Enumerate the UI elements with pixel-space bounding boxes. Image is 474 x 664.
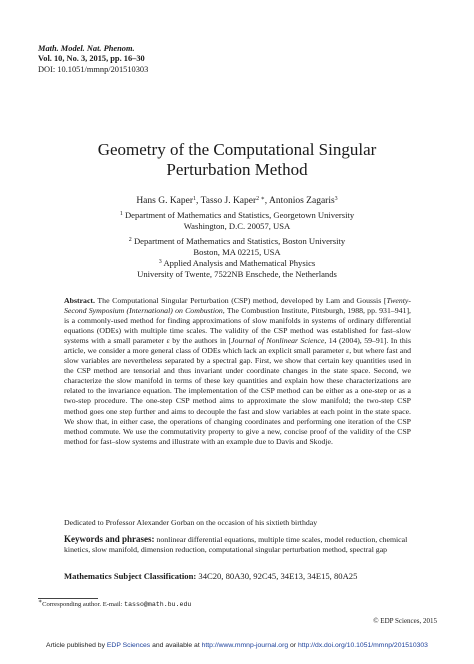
keywords — [64, 534, 411, 555]
footnote-email: tasso@math.bu.edu — [124, 601, 192, 608]
affiliation-sup: 2 — [128, 237, 132, 243]
affiliation-line: Department of Mathematics and Statistics, Georgetown University — [124, 210, 355, 220]
author-name: Tasso J. Kaper — [200, 196, 257, 206]
publisher-link[interactable]: EDP Sciences — [106, 642, 151, 649]
abstract-text: , The Combustion Institute, Pittsburgh, 1988, pp. 931–941], is a commonly-used method for finding approximations of slow manifolds in systems of ordinary differential equations (ODEs) with multiple time scales. The validity of the CSP method was established for fast–slow systems with a small parameter ε by the authors in [ — [64, 306, 411, 346]
journal-name: Math. Model. Nat. Phenom. — [38, 44, 135, 53]
author-sup: 2 ∗ — [256, 196, 265, 202]
author-sup: 1 — [193, 196, 197, 202]
copyright: © EDP Sciences, 2015 — [373, 617, 437, 625]
msc-text: 34C20, 80A30, 92C45, 34E13, 34E15, 80A25 — [198, 571, 358, 581]
publisher-text: and available at — [150, 642, 202, 649]
author-name: Hans G. Kaper — [136, 196, 194, 206]
dedication: Dedicated to Professor Alexander Gorban on the occasion of his sixtieth birthday — [64, 518, 318, 527]
abstract-citation: Journal of Nonlinear Science — [231, 336, 325, 346]
affiliation-line: Applied Analysis and Mathematical Physics — [163, 258, 316, 268]
keywords-text: nonlinear differential equations, multiple time scales, model reduction, chemical kinetics, slow manifold, dimension reduction, computational singular perturbation method, spectral gap — [64, 535, 408, 555]
abstract-text: , 14 (2004), 59–91]. In this article, we consider a more general class of ODEs which lack an explicit small parameter ε, but where fast and slow variables are nevertheless separated by a spectral gap. First, we show that certain key quantities used in the CSP method are tensorial and thus invariant under coordinate changes in the state space. Second, we characterize the slow manifold in terms of these key quantities and explain how these characterizations are related to the invariance equation. The implementation of the CSP method can be either as a one-step or as a two-step procedure. The one-step CSP method aims to approximate the slow manifold; the two-step CSP method goes one step further and aims to decouple the fast and slow variables at each point in the state space. We show that, in either case, the operations of changing coordinates and performing one iteration of the CSP method commute. We use the commutativity property to give a new, concise proof of the validity of the CSP method for fast–slow systems and illustrate with an example due to Davis and Skodje. — [64, 336, 411, 446]
author-list: Hans G. Kaper$^1$, Tasso J. Kaper$^{2 ∗}$, Antonios Zagaris$^3$ — [136, 196, 338, 206]
publisher-bar — [0, 642, 474, 649]
abstract — [64, 296, 411, 447]
title-line-1: Geometry of the Computational Singular — [97, 140, 377, 159]
affiliation-line: Washington, D.C. 20057, USA — [183, 220, 291, 231]
keywords-label: Keywords and phrases: — [64, 534, 155, 544]
subject-classification — [64, 571, 424, 581]
abstract-text: The Computational Singular Perturbation (CSP) method, developed by Lam and Goussis [ — [97, 296, 387, 305]
journal-header — [38, 44, 148, 75]
affiliation — [0, 210, 474, 231]
publisher-text: Article published by — [46, 642, 107, 649]
abstract-label: Abstract. — [64, 296, 95, 305]
journal-link[interactable]: http://www.mmnp-journal.org — [201, 642, 289, 649]
abstract-citation: Twenty-Second Symposium (International) on Combustion — [64, 296, 411, 316]
author-sup: 3 — [334, 196, 338, 202]
journal-doi: DOI: 10.1051/mmnp/201510303 — [38, 64, 149, 74]
doi-link[interactable]: http://dx.doi.org/10.1051/mmnp/201510303 — [297, 642, 428, 649]
msc-label: Mathematics Subject Classification: — [64, 571, 197, 581]
affiliation-line: Boston, MA 02215, USA — [193, 246, 281, 257]
journal-volume: Vol. 10, No. 3, 2015, pp. 16–30 — [38, 54, 145, 64]
affiliation — [0, 258, 474, 279]
footnote — [38, 601, 191, 608]
author-name: Antonios Zagaris — [268, 196, 335, 206]
footnote-rule — [38, 598, 98, 599]
title-line-2: Perturbation Method — [166, 160, 308, 179]
affiliation-line: University of Twente, 7522NB Enschede, the Netherlands — [137, 268, 337, 279]
affiliation-sup: 1 — [119, 211, 123, 217]
publisher-text: or — [288, 642, 298, 649]
affiliation-sup: 3 — [158, 259, 162, 265]
paper-title — [0, 140, 474, 180]
footnote-marker: ∗ — [38, 599, 43, 605]
footnote-text: Corresponding author. E-mail: — [42, 601, 125, 608]
affiliation-line: Department of Mathematics and Statistics, Boston University — [133, 236, 346, 246]
affiliation — [0, 236, 474, 257]
